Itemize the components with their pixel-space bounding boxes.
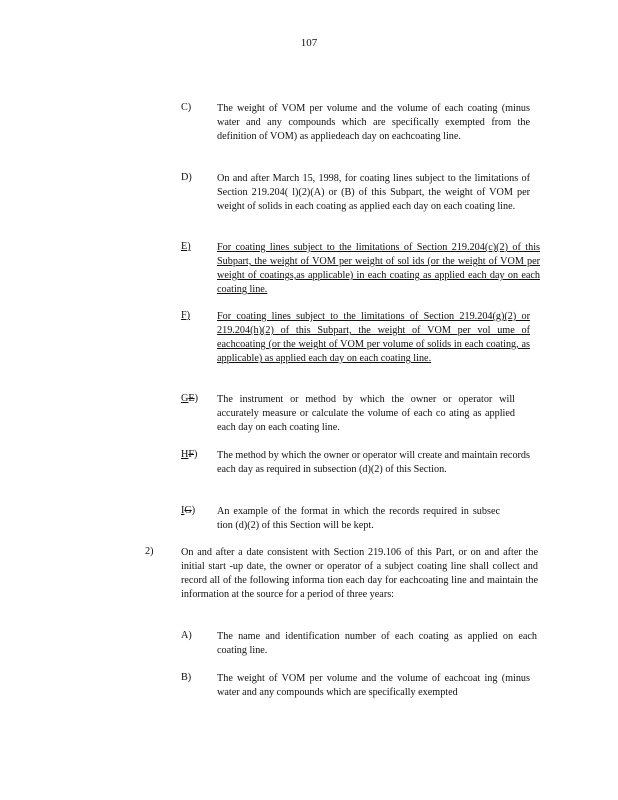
item-text: An example of the format in which the records required in subsec tion (d)(2) of this Section will be kept. (217, 506, 500, 531)
section-label: 2) (145, 546, 154, 557)
item-label: E) (181, 241, 191, 252)
item-text: The instrument or method by which the owner or operator will accurately measure or calculate the volume of each co ating as applied each day on each coating line. (217, 394, 515, 433)
label-inserted: H (181, 449, 189, 460)
item-label (181, 393, 198, 404)
item-label (181, 449, 197, 460)
item-text: For coating lines subject to the limitations of Section 219.204(g)(2) or 219.204(h)(2) of this Subpart, the weight of VOM per vol ume of eachcoating (or the weight of VOM per volume of solids in each coating, as applicable) as applied each day on each coating line. (217, 311, 530, 364)
item-text: On and after March 15, 1998, for coating lines subject to the limitations of Section 219.204( l)(2)(A) or (B) of this Subpart, the weight of VOM per weight of solids in each coating as applied each day on each coating line. (217, 173, 530, 212)
item-label: C) (181, 102, 192, 113)
page-number: 107 (300, 37, 318, 49)
label-deleted: F (188, 449, 195, 460)
item-text: The weight of VOM per volume and the volume of eachcoat ing (minus water and any compounds which are specifically exempted (217, 673, 530, 698)
item-label: F) (181, 310, 191, 321)
item-text: The weight of VOM per volume and the volume of each coating (minus water and any compounds which are specifically exempted from the definition of VOM) as appliedeach day on eachcoating line. (217, 103, 530, 142)
item-text: The name and identification number of each coating as applied on each coating line. (217, 631, 537, 656)
item-text: The method by which the owner or operator will create and maintain records each day as required in subsection (d)(2) of this Section. (217, 450, 530, 475)
item-label: A) (181, 630, 192, 641)
item-label: D) (181, 172, 192, 183)
label-deleted: G (184, 505, 192, 516)
item-label: B) (181, 672, 192, 683)
label-inserted: G (181, 393, 189, 404)
section-text: On and after a date consistent with Section 219.106 of this Part, or on and after the initial start -up date, the owner or operator of a subject coating line shall collect and record all of the following informa tion each day for eachcoating line and maintain the information at the source for a period of three years: (181, 547, 538, 600)
label-inserted: I (181, 505, 185, 516)
label-close: ) (194, 393, 198, 404)
label-close: ) (191, 505, 196, 516)
item-label (181, 505, 195, 516)
label-deleted: E (188, 393, 195, 404)
item-text: For coating lines subject to the limitations of Section 219.204(c)(2) of this Subpart, the weight of VOM per weight of sol ids (or the weight of VOM per weight of coatings,as applicable) in each coating as applied each day on each coating line. (217, 242, 540, 295)
label-close: ) (194, 449, 198, 460)
